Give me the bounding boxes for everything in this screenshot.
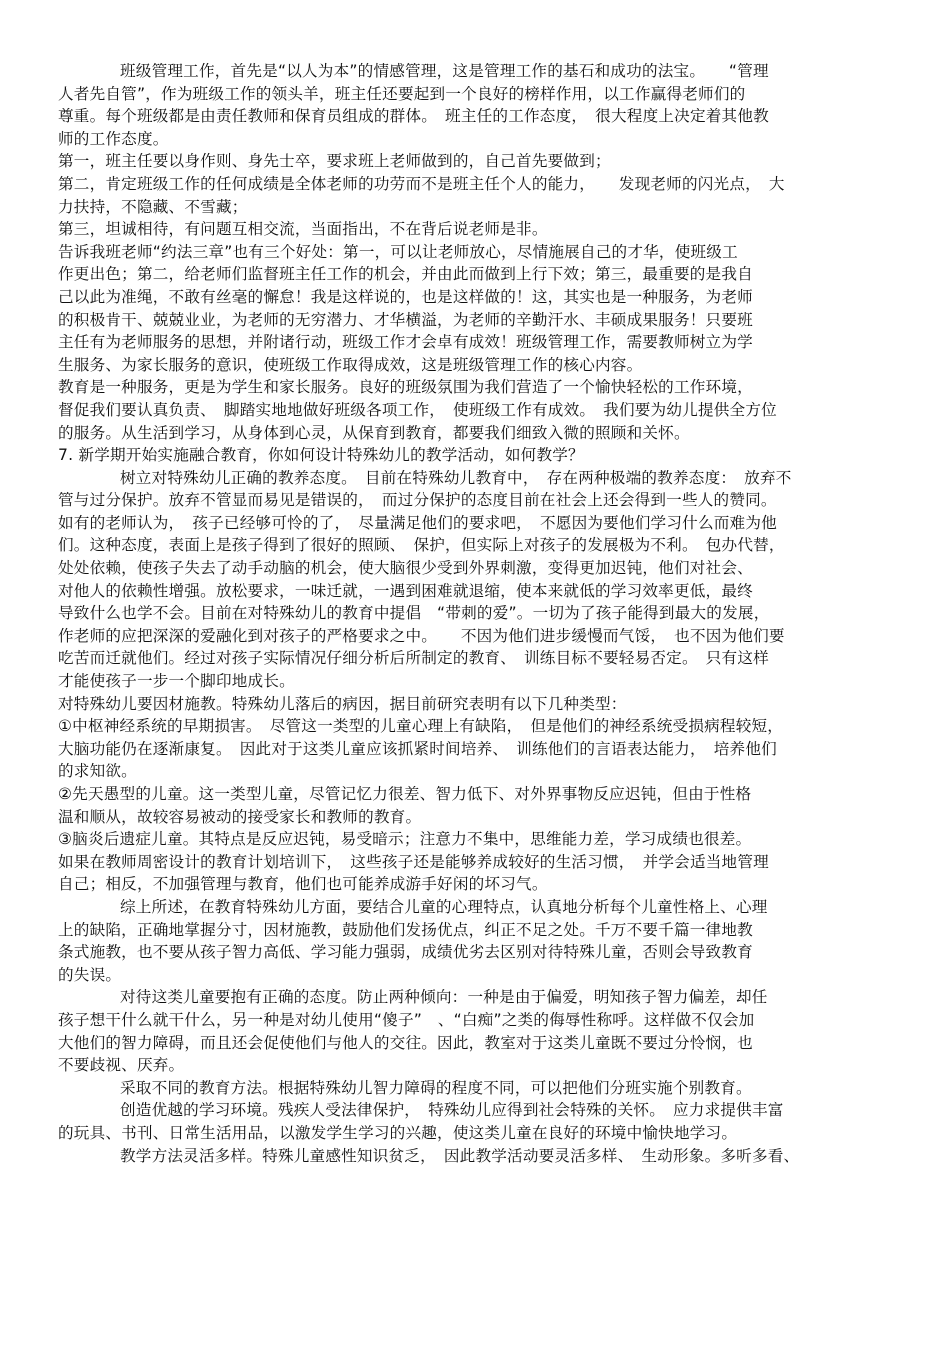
text-line: 对他人的依赖性增强。放松要求，一味迁就，一遇到困难就退缩，使本来就低的学习效率更低，最终 xyxy=(58,581,753,600)
text-line: 告诉我班老师“约法三章”也有三个好处：第一，可以让老师放心，尽情施展自己的才华，使班级工 xyxy=(58,242,738,261)
text-line: 综上所述，在教育特殊幼儿方面，要结合儿童的心理特点，认真地分析每个儿童性格上、心理 xyxy=(120,897,768,916)
text-line: 力扶持，不隐藏、不雪藏； xyxy=(58,197,248,216)
text-line: 班级管理工作，首先是“以人为本”的情感管理，这是管理工作的基石和成功的法宝。 “管理 xyxy=(120,62,769,80)
text-line: 孩子想干什么就干什么，另一种是对幼儿使用“傻子” 、“白痴”之类的侮辱性称呼。这样做不仅会加 xyxy=(58,1010,755,1029)
text-line: 人者先自管”，作为班级工作的领头羊，班主任还要起到一个良好的榜样作用，以工作赢得老师们的 xyxy=(58,84,746,103)
text-line: 们。这种态度，表面上是孩子得到了很好的照顾、 保护，但实际上对孩子的发展极为不利。 包办代替， xyxy=(58,536,785,555)
text-line: 自己；相反，不加强管理与教育，他们也可能养成游手好闲的坏习气。 xyxy=(58,875,548,894)
text-line: 己以此为准绳，不敢有丝毫的懈怠！我是这样说的，也是这样做的！这，其实也是一种服务，为老师 xyxy=(58,287,753,306)
text-line: ②先天愚型的儿童。这一类型儿童，尽管记忆力很差、智力低下、对外界事物反应迟钝，但由于性格 xyxy=(58,785,752,803)
text-line: 采取不同的教育方法。根据特殊幼儿智力障碍的程度不同，可以把他们分班实施个别教育。 xyxy=(120,1078,752,1097)
text-line: 第三，坦诚相待，有问题互相交流，当面指出，不在背后说老师是非。 xyxy=(58,220,548,239)
text-line: 师的工作态度。 xyxy=(58,129,169,148)
text-line: 吃苦而迁就他们。经过对孩子实际情况仔细分析后所制定的教育、 训练目标不要轻易否定。 只有这样 xyxy=(58,649,769,668)
text-line: ①中枢神经系统的早期损害。 尽管这一类型的儿童心理上有缺陷， 但是他们的神经系统受损病程较短， xyxy=(58,717,784,736)
text-line: 管与过分保护。放弃不管显而易见是错误的， 而过分保护的态度目前在社会上还会得到一些人的赞同。 xyxy=(58,491,777,510)
text-line: 才能使孩子一步一个脚印地成长。 xyxy=(58,672,295,691)
text-line: 不要歧视、厌弃。 xyxy=(58,1056,185,1075)
text-line: 的失误。 xyxy=(58,965,122,984)
text-line: 对待这类儿童要抱有正确的态度。防止两种倾向：一种是由于偏爱，明知孩子智力偏差，却任 xyxy=(120,988,768,1007)
document-page xyxy=(58,60,896,1167)
text-line: 大他们的智力障碍，而且还会促使他们与他人的交往。因此，教室对于这类儿童既不要过分怜悯，也 xyxy=(58,1033,753,1052)
text-line: 的求知欲。 xyxy=(58,762,137,781)
text-line: 的服务。从生活到学习，从身体到心灵，从保育到教育，都要我们细致入微的照顾和关怀。 xyxy=(58,423,690,442)
text-line: 如果在教师周密设计的教育计划培训下， 这些孩子还是能够养成较好的生活习惯， 并学会适当地管理 xyxy=(58,852,769,871)
text-line: 教学方法灵活多样。特殊儿童感性知识贫乏， 因此教学活动要灵活多样、 生动形象。多听多看、 xyxy=(120,1146,800,1165)
text-line: 温和顺从，故较容易被动的接受家长和教师的教育。 xyxy=(58,807,422,826)
text-line: ③脑炎后遗症儿童。其特点是反应迟钝，易受暗示；注意力不集中，思维能力差，学习成绩也很差。 xyxy=(58,830,752,849)
text-line: 教育是一种服务，更是为学生和家长服务。良好的班级氛围为我们营造了一个愉快轻松的工作环境， xyxy=(58,378,753,397)
text-line: 大脑功能仍在逐渐康复。 因此对于这类儿童应该抓紧时间培养、 训练他们的言语表达能力， 培养他们 xyxy=(58,739,777,758)
text-line: 条式施教，也不要从孩子智力高低、学习能力强弱，成绩优劣去区别对待特殊儿童，否则会导致教育 xyxy=(58,943,753,962)
text-line: 作更出色；第二，给老师们监督班主任工作的机会，并由此而做到上行下效；第三，最重要的是我自 xyxy=(58,265,753,284)
text-line: 创造优越的学习环境。残疾人受法律保护， 特殊幼儿应得到社会特殊的关怀。 应力求提供丰富 xyxy=(120,1101,784,1120)
text-line: 处处依赖，使孩子失去了动手动脑的机会，使大脑很少受到外界刺激，变得更加迟钝，他们对社会、 xyxy=(58,559,753,578)
text-line: 主任有为老师服务的思想，并附诸行动，班级工作才会卓有成效！班级管理工作，需要教师树立为学 xyxy=(58,333,753,352)
text-line: 如有的老师认为， 孩子已经够可怜的了， 尽量满足他们的要求吧， 不愿因为要他们学习什么而难为他 xyxy=(58,513,777,532)
text-line: 生服务、为家长服务的意识，使班级工作取得成效，这是班级管理工作的核心内容。 xyxy=(58,355,643,374)
text-line: 的积极肯干、兢兢业业，为老师的无穷潜力、才华横溢，为老师的辛勤汗水、丰硕成果服务！只要班 xyxy=(58,310,753,329)
text-line: 第二，肯定班级工作的任何成绩是全体老师的功劳而不是班主任个人的能力， 发现老师的闪光点， 大 xyxy=(58,174,785,193)
text-line: 树立对特殊幼儿正确的教养态度。 目前在特殊幼儿教育中， 存在两种极端的教养态度： 放弃不 xyxy=(120,468,792,487)
text-line: 的玩具、书刊、日常生活用品，以激发学生学习的兴趣，使这类儿童在良好的环境中愉快地学习。 xyxy=(58,1123,738,1142)
text-line: 尊重。每个班级都是由责任教师和保育员组成的群体。 班主任的工作态度， 很大程度上决定着其他教 xyxy=(58,107,769,126)
text-line: 第一，班主任要以身作则、身先士卒，要求班上老师做到的，自己首先要做到； xyxy=(58,152,611,171)
text-line: 督促我们要认真负责、 脚踏实地地做好班级各项工作， 使班级工作有成效。 我们要为幼儿提供全方位 xyxy=(58,400,777,419)
text-line: 导致什么也学不会。目前在对特殊幼儿的教育中提倡 “带刺的爱”。一切为了孩子能得到最大的发展， xyxy=(58,604,770,623)
question-heading: 7. 新学期开始实施融合教育，你如何设计特殊幼儿的教学活动，如何教学？ xyxy=(58,446,584,465)
text-line: 对特殊幼儿要因材施教。特殊幼儿落后的病因，据目前研究表明有以下几种类型： xyxy=(58,694,627,713)
text-line: 上的缺陷，正确地掌握分寸，因材施教，鼓励他们发扬优点，纠正不足之处。千万不要千篇一律地教 xyxy=(58,920,753,939)
text-line: 作老师的应把深深的爱融化到对孩子的严格要求之中。 不因为他们进步缓慢而气馁， 也不因为他们要 xyxy=(58,626,785,645)
